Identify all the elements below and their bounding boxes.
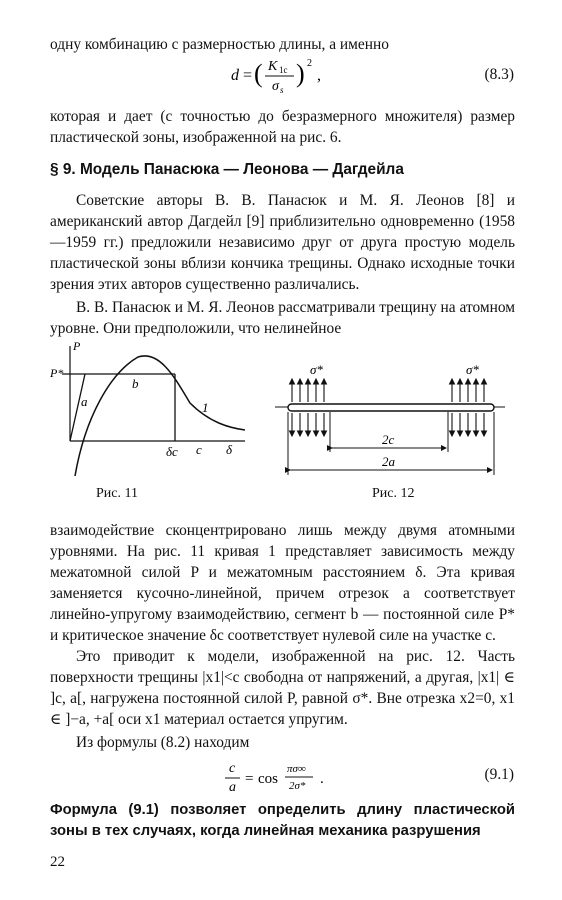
fig12-arrows-up-left [292, 379, 324, 402]
eq91-arg-den: 2σ* [289, 780, 306, 792]
fig12-crack [288, 404, 494, 411]
fig11-label-deltac: δc [166, 444, 178, 459]
eq83-lhs: d [231, 67, 239, 84]
fig12-label-sigma-right: σ* [466, 362, 479, 377]
eq83-comma: , [317, 67, 321, 84]
figure-12 [270, 360, 510, 480]
eq83-equals: = [243, 67, 253, 84]
equation-8-3-svg [0, 52, 562, 96]
eq91-cos: cos [258, 771, 278, 787]
text-line-top: одну комбинацию с размерностью длины, а именно [50, 36, 389, 53]
fig11-label-Pstar: P* [50, 366, 64, 380]
fig12-arrows-down-right [452, 413, 484, 436]
figure-11-caption: Рис. 11 [96, 486, 138, 501]
eq83-den: σ [272, 79, 279, 94]
paragraph-1: Советские авторы В. В. Панасюк и М. Я. Леонов [8] и американский автор Дагдейл [9] приблизительно одновременно (1958—1959 гг.) предложили независимо друг от друга простую модель пластической зоны вблизи кончика трещины. Однако исходные точки зрения этих авторов существенно различались. [50, 192, 515, 293]
eq83-rparen: ) [296, 59, 305, 88]
paragraph-6: Формула (9.1) позволяет определить длину пластической зоны в тех случаях, когда линейная механика разрушения [50, 802, 515, 839]
fig12-label-2a: 2a [382, 454, 395, 469]
section-heading: § 9. Модель Панасюка — Леонова — Дагдейла [50, 161, 404, 178]
fig11-label-1: 1 [202, 400, 209, 415]
eq83-num: K [268, 59, 278, 74]
fig11-label-P: P [73, 339, 81, 353]
fig11-label-b: b [132, 376, 139, 391]
fig12-label-2c: 2c [382, 432, 395, 447]
eq91-den: a [229, 780, 236, 795]
fig11-label-delta: δ [226, 442, 233, 457]
eq83-num-sub: 1c [279, 65, 288, 75]
fig12-arrows-up-right [452, 379, 484, 402]
paragraph-2: В. В. Панасюк и М. Я. Леонов рассматривали трещину на атомном уровне. Они предположили, что нелинейное [50, 299, 515, 337]
equation-9-1-svg [0, 756, 562, 800]
eq83-lparen: ( [254, 59, 263, 88]
eq91-period: . [320, 771, 324, 787]
fig11-label-a: a [81, 394, 88, 409]
fig11-label-c: c [196, 442, 202, 457]
paragraph-4: Это приводит к модели, изображенной на рис. 12. Часть поверхности трещины |x1|<c свободна от напряжений, а другая, |x1| ∈ ]c, a[, нагружена постоянной силой P, равной σ*. Вне отрезка x2=0, x1 ∈ ]−a, +a[ оси x1 материал остается упругим. [50, 648, 515, 728]
eq83-power: 2 [307, 58, 312, 69]
eq91-number: (9.1) [484, 766, 514, 783]
fig12-label-sigma-left: σ* [310, 362, 323, 377]
figure-12-caption: Рис. 12 [372, 486, 415, 501]
eq83-den-sub: s [280, 85, 284, 95]
paragraph-5: Из формулы (8.2) находим [76, 734, 250, 751]
equation-8-3 [0, 52, 562, 96]
paragraph-3: взаимодействие сконцентрировано лишь между двумя атомными уровнями. На рис. 11 кривая 1 представляет зависимость между межатомной силой P и межатомным расстоянием δ. Эта кривая заменяется кусочно-линейной, причем отрезок a соответствует линейно-упругому взаимодействию, сегмент b — постоянной силе P* и критическое значение δc соответствует нулевой силе на участке c. [50, 522, 515, 644]
eq91-num: c [229, 761, 236, 776]
paragraph-after-eq83: которая и дает (с точностью до безразмерного множителя) размер пластической зоны, изображенной на рис. 6. [50, 108, 515, 146]
fig12-arrows-down-left [292, 413, 324, 436]
figure-11 [50, 338, 250, 478]
eq91-arg-num: πσ∞ [287, 763, 306, 775]
eq83-number: (8.3) [484, 66, 514, 83]
eq91-equals: = [245, 771, 254, 787]
equation-9-1 [0, 756, 562, 800]
page-number: 22 [50, 854, 65, 870]
